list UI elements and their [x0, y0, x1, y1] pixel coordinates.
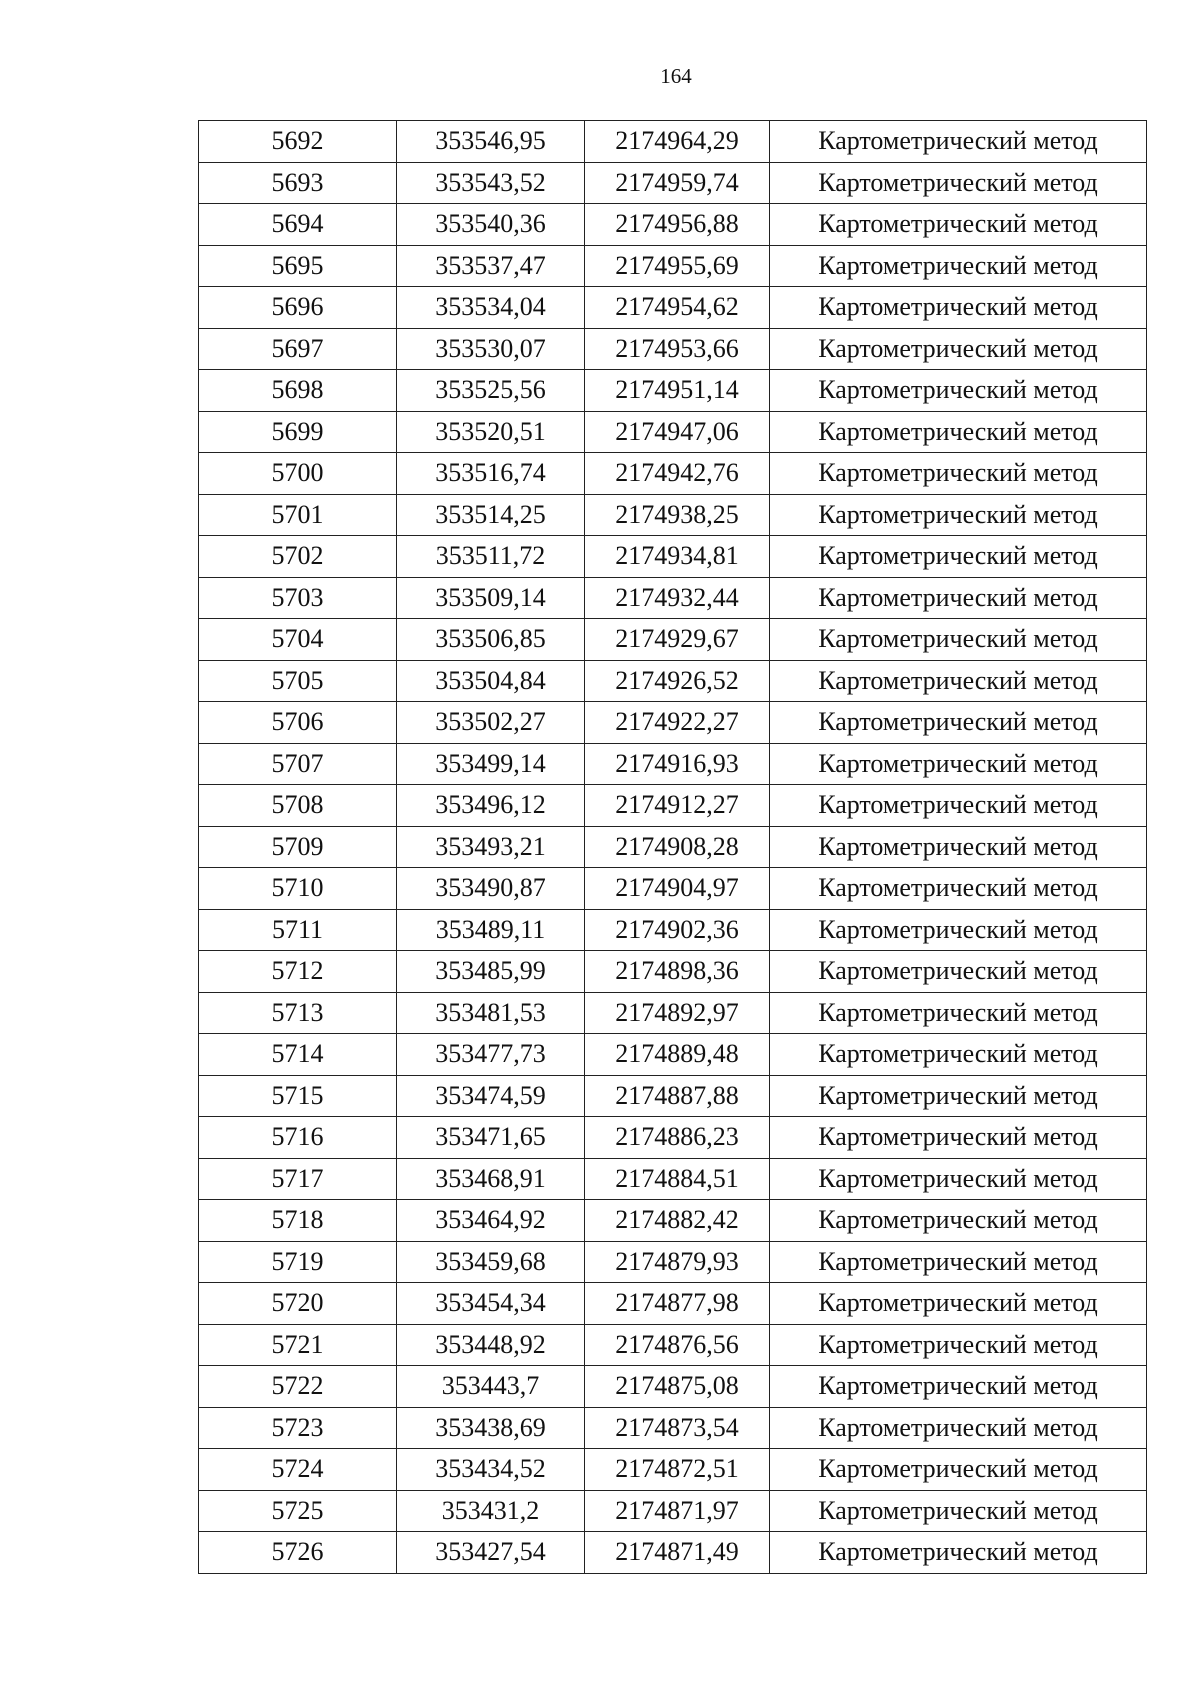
x-coordinate-cell: 353474,59 [397, 1075, 585, 1117]
point-number-cell: 5723 [199, 1407, 397, 1449]
point-number-cell: 5712 [199, 951, 397, 993]
y-coordinate-cell: 2174886,23 [585, 1117, 770, 1159]
point-number-cell: 5710 [199, 868, 397, 910]
point-number-cell: 5717 [199, 1158, 397, 1200]
point-number-cell: 5707 [199, 743, 397, 785]
point-number-cell: 5700 [199, 453, 397, 495]
table-row [199, 702, 1147, 744]
table-row [199, 370, 1147, 412]
point-number-cell: 5713 [199, 992, 397, 1034]
y-coordinate-cell: 2174879,93 [585, 1241, 770, 1283]
x-coordinate-cell: 353443,7 [397, 1366, 585, 1408]
point-number-cell: 5705 [199, 660, 397, 702]
method-cell: Картометрический метод [770, 1075, 1147, 1117]
y-coordinate-cell: 2174951,14 [585, 370, 770, 412]
method-cell: Картометрический метод [770, 785, 1147, 827]
y-coordinate-cell: 2174904,97 [585, 868, 770, 910]
method-cell: Картометрический метод [770, 411, 1147, 453]
y-coordinate-cell: 2174872,51 [585, 1449, 770, 1491]
x-coordinate-cell: 353427,54 [397, 1532, 585, 1574]
table-row [199, 1200, 1147, 1242]
table-row [199, 826, 1147, 868]
table-row [199, 1283, 1147, 1325]
x-coordinate-cell: 353471,65 [397, 1117, 585, 1159]
y-coordinate-cell: 2174954,62 [585, 287, 770, 329]
method-cell: Картометрический метод [770, 287, 1147, 329]
method-cell: Картометрический метод [770, 162, 1147, 204]
method-cell: Картометрический метод [770, 1158, 1147, 1200]
y-coordinate-cell: 2174908,28 [585, 826, 770, 868]
y-coordinate-cell: 2174956,88 [585, 204, 770, 246]
y-coordinate-cell: 2174882,42 [585, 1200, 770, 1242]
method-cell: Картометрический метод [770, 1324, 1147, 1366]
table-row [199, 328, 1147, 370]
x-coordinate-cell: 353502,27 [397, 702, 585, 744]
x-coordinate-cell: 353514,25 [397, 494, 585, 536]
table-row [199, 1158, 1147, 1200]
y-coordinate-cell: 2174926,52 [585, 660, 770, 702]
x-coordinate-cell: 353489,11 [397, 909, 585, 951]
y-coordinate-cell: 2174947,06 [585, 411, 770, 453]
table-row [199, 1117, 1147, 1159]
point-number-cell: 5720 [199, 1283, 397, 1325]
table-row [199, 951, 1147, 993]
point-number-cell: 5718 [199, 1200, 397, 1242]
table-row [199, 287, 1147, 329]
point-number-cell: 5719 [199, 1241, 397, 1283]
x-coordinate-cell: 353509,14 [397, 577, 585, 619]
y-coordinate-cell: 2174932,44 [585, 577, 770, 619]
table-row [199, 992, 1147, 1034]
x-coordinate-cell: 353511,72 [397, 536, 585, 578]
method-cell: Картометрический метод [770, 370, 1147, 412]
y-coordinate-cell: 2174875,08 [585, 1366, 770, 1408]
method-cell: Картометрический метод [770, 660, 1147, 702]
table-row [199, 162, 1147, 204]
method-cell: Картометрический метод [770, 204, 1147, 246]
method-cell: Картометрический метод [770, 743, 1147, 785]
point-number-cell: 5696 [199, 287, 397, 329]
method-cell: Картометрический метод [770, 1241, 1147, 1283]
point-number-cell: 5693 [199, 162, 397, 204]
table-row [199, 536, 1147, 578]
x-coordinate-cell: 353525,56 [397, 370, 585, 412]
x-coordinate-cell: 353468,91 [397, 1158, 585, 1200]
point-number-cell: 5708 [199, 785, 397, 827]
table-row [199, 245, 1147, 287]
coordinates-table-body [199, 121, 1147, 1574]
y-coordinate-cell: 2174873,54 [585, 1407, 770, 1449]
x-coordinate-cell: 353485,99 [397, 951, 585, 993]
y-coordinate-cell: 2174877,98 [585, 1283, 770, 1325]
y-coordinate-cell: 2174942,76 [585, 453, 770, 495]
y-coordinate-cell: 2174898,36 [585, 951, 770, 993]
point-number-cell: 5702 [199, 536, 397, 578]
method-cell: Картометрический метод [770, 1449, 1147, 1491]
method-cell: Картометрический метод [770, 1407, 1147, 1449]
y-coordinate-cell: 2174887,88 [585, 1075, 770, 1117]
x-coordinate-cell: 353477,73 [397, 1034, 585, 1076]
table-row [199, 411, 1147, 453]
point-number-cell: 5694 [199, 204, 397, 246]
x-coordinate-cell: 353434,52 [397, 1449, 585, 1491]
point-number-cell: 5695 [199, 245, 397, 287]
x-coordinate-cell: 353504,84 [397, 660, 585, 702]
table-row [199, 619, 1147, 661]
table-row [199, 1324, 1147, 1366]
method-cell: Картометрический метод [770, 328, 1147, 370]
method-cell: Картометрический метод [770, 1366, 1147, 1408]
table-row [199, 868, 1147, 910]
table-row [199, 121, 1147, 163]
table-row [199, 1407, 1147, 1449]
y-coordinate-cell: 2174902,36 [585, 909, 770, 951]
x-coordinate-cell: 353496,12 [397, 785, 585, 827]
x-coordinate-cell: 353454,34 [397, 1283, 585, 1325]
y-coordinate-cell: 2174892,97 [585, 992, 770, 1034]
point-number-cell: 5726 [199, 1532, 397, 1574]
point-number-cell: 5697 [199, 328, 397, 370]
x-coordinate-cell: 353481,53 [397, 992, 585, 1034]
point-number-cell: 5711 [199, 909, 397, 951]
point-number-cell: 5715 [199, 1075, 397, 1117]
page-number: 164 [660, 64, 692, 88]
point-number-cell: 5721 [199, 1324, 397, 1366]
point-number-cell: 5724 [199, 1449, 397, 1491]
y-coordinate-cell: 2174934,81 [585, 536, 770, 578]
method-cell: Картометрический метод [770, 1034, 1147, 1076]
x-coordinate-cell: 353516,74 [397, 453, 585, 495]
x-coordinate-cell: 353438,69 [397, 1407, 585, 1449]
table-row [199, 660, 1147, 702]
method-cell: Картометрический метод [770, 1490, 1147, 1532]
method-cell: Картометрический метод [770, 121, 1147, 163]
point-number-cell: 5722 [199, 1366, 397, 1408]
y-coordinate-cell: 2174884,51 [585, 1158, 770, 1200]
method-cell: Картометрический метод [770, 1532, 1147, 1574]
table-row [199, 909, 1147, 951]
x-coordinate-cell: 353493,21 [397, 826, 585, 868]
point-number-cell: 5698 [199, 370, 397, 412]
point-number-cell: 5701 [199, 494, 397, 536]
method-cell: Картометрический метод [770, 1117, 1147, 1159]
y-coordinate-cell: 2174871,97 [585, 1490, 770, 1532]
method-cell: Картометрический метод [770, 868, 1147, 910]
x-coordinate-cell: 353520,51 [397, 411, 585, 453]
point-number-cell: 5716 [199, 1117, 397, 1159]
y-coordinate-cell: 2174912,27 [585, 785, 770, 827]
table-row [199, 1241, 1147, 1283]
point-number-cell: 5703 [199, 577, 397, 619]
method-cell: Картометрический метод [770, 245, 1147, 287]
method-cell: Картометрический метод [770, 826, 1147, 868]
method-cell: Картометрический метод [770, 951, 1147, 993]
x-coordinate-cell: 353540,36 [397, 204, 585, 246]
x-coordinate-cell: 353431,2 [397, 1490, 585, 1532]
y-coordinate-cell: 2174938,25 [585, 494, 770, 536]
table-row [199, 1532, 1147, 1574]
x-coordinate-cell: 353534,04 [397, 287, 585, 329]
coordinates-table [198, 120, 1147, 1574]
table-row [199, 1075, 1147, 1117]
y-coordinate-cell: 2174964,29 [585, 121, 770, 163]
point-number-cell: 5704 [199, 619, 397, 661]
y-coordinate-cell: 2174916,93 [585, 743, 770, 785]
point-number-cell: 5714 [199, 1034, 397, 1076]
x-coordinate-cell: 353459,68 [397, 1241, 585, 1283]
method-cell: Картометрический метод [770, 619, 1147, 661]
table-row [199, 453, 1147, 495]
x-coordinate-cell: 353530,07 [397, 328, 585, 370]
table-row [199, 1449, 1147, 1491]
x-coordinate-cell: 353543,52 [397, 162, 585, 204]
table-row [199, 494, 1147, 536]
x-coordinate-cell: 353490,87 [397, 868, 585, 910]
method-cell: Картометрический метод [770, 909, 1147, 951]
x-coordinate-cell: 353546,95 [397, 121, 585, 163]
y-coordinate-cell: 2174876,56 [585, 1324, 770, 1366]
point-number-cell: 5725 [199, 1490, 397, 1532]
table-row [199, 1366, 1147, 1408]
y-coordinate-cell: 2174953,66 [585, 328, 770, 370]
x-coordinate-cell: 353464,92 [397, 1200, 585, 1242]
point-number-cell: 5692 [199, 121, 397, 163]
table-row [199, 1490, 1147, 1532]
method-cell: Картометрический метод [770, 1200, 1147, 1242]
method-cell: Картометрический метод [770, 1283, 1147, 1325]
x-coordinate-cell: 353506,85 [397, 619, 585, 661]
table-row [199, 577, 1147, 619]
method-cell: Картометрический метод [770, 702, 1147, 744]
method-cell: Картометрический метод [770, 992, 1147, 1034]
table-row [199, 785, 1147, 827]
y-coordinate-cell: 2174955,69 [585, 245, 770, 287]
method-cell: Картометрический метод [770, 453, 1147, 495]
table-row [199, 1034, 1147, 1076]
y-coordinate-cell: 2174929,67 [585, 619, 770, 661]
x-coordinate-cell: 353448,92 [397, 1324, 585, 1366]
method-cell: Картометрический метод [770, 577, 1147, 619]
table-row [199, 204, 1147, 246]
point-number-cell: 5699 [199, 411, 397, 453]
y-coordinate-cell: 2174959,74 [585, 162, 770, 204]
x-coordinate-cell: 353537,47 [397, 245, 585, 287]
y-coordinate-cell: 2174871,49 [585, 1532, 770, 1574]
point-number-cell: 5709 [199, 826, 397, 868]
method-cell: Картометрический метод [770, 494, 1147, 536]
x-coordinate-cell: 353499,14 [397, 743, 585, 785]
table-row [199, 743, 1147, 785]
point-number-cell: 5706 [199, 702, 397, 744]
method-cell: Картометрический метод [770, 536, 1147, 578]
y-coordinate-cell: 2174922,27 [585, 702, 770, 744]
y-coordinate-cell: 2174889,48 [585, 1034, 770, 1076]
